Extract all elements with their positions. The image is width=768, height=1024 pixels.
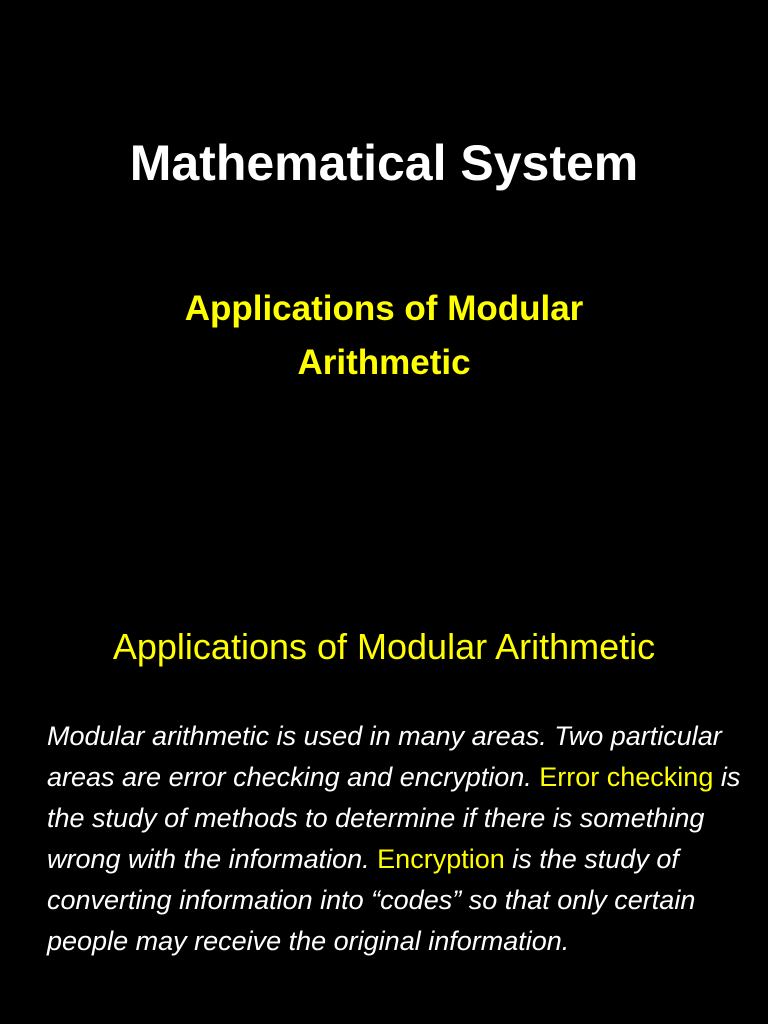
content-slide xyxy=(0,580,768,1024)
highlight-error-checking: Error checking xyxy=(539,762,714,792)
paragraph-text-2: is the study of methods to determine if there is something wrong with the information. xyxy=(47,762,741,874)
content-heading: Applications of Modular Arithmetic xyxy=(112,626,656,667)
slide-title: Mathematical System xyxy=(129,135,639,191)
slide-subtitle xyxy=(0,282,768,390)
subtitle-line-2: Arithmetic xyxy=(297,343,471,382)
paragraph-text-3: is the study of converting information into “codes” so that only certain people may receive the original information. xyxy=(47,844,696,956)
paragraph-text-1: Modular arithmetic is used in many areas. Two particular areas are error checking and encryption. xyxy=(47,721,722,792)
subtitle-line-1: Applications of Modular xyxy=(184,289,584,328)
content-paragraph xyxy=(47,716,747,962)
highlight-encryption: Encryption xyxy=(377,844,505,874)
